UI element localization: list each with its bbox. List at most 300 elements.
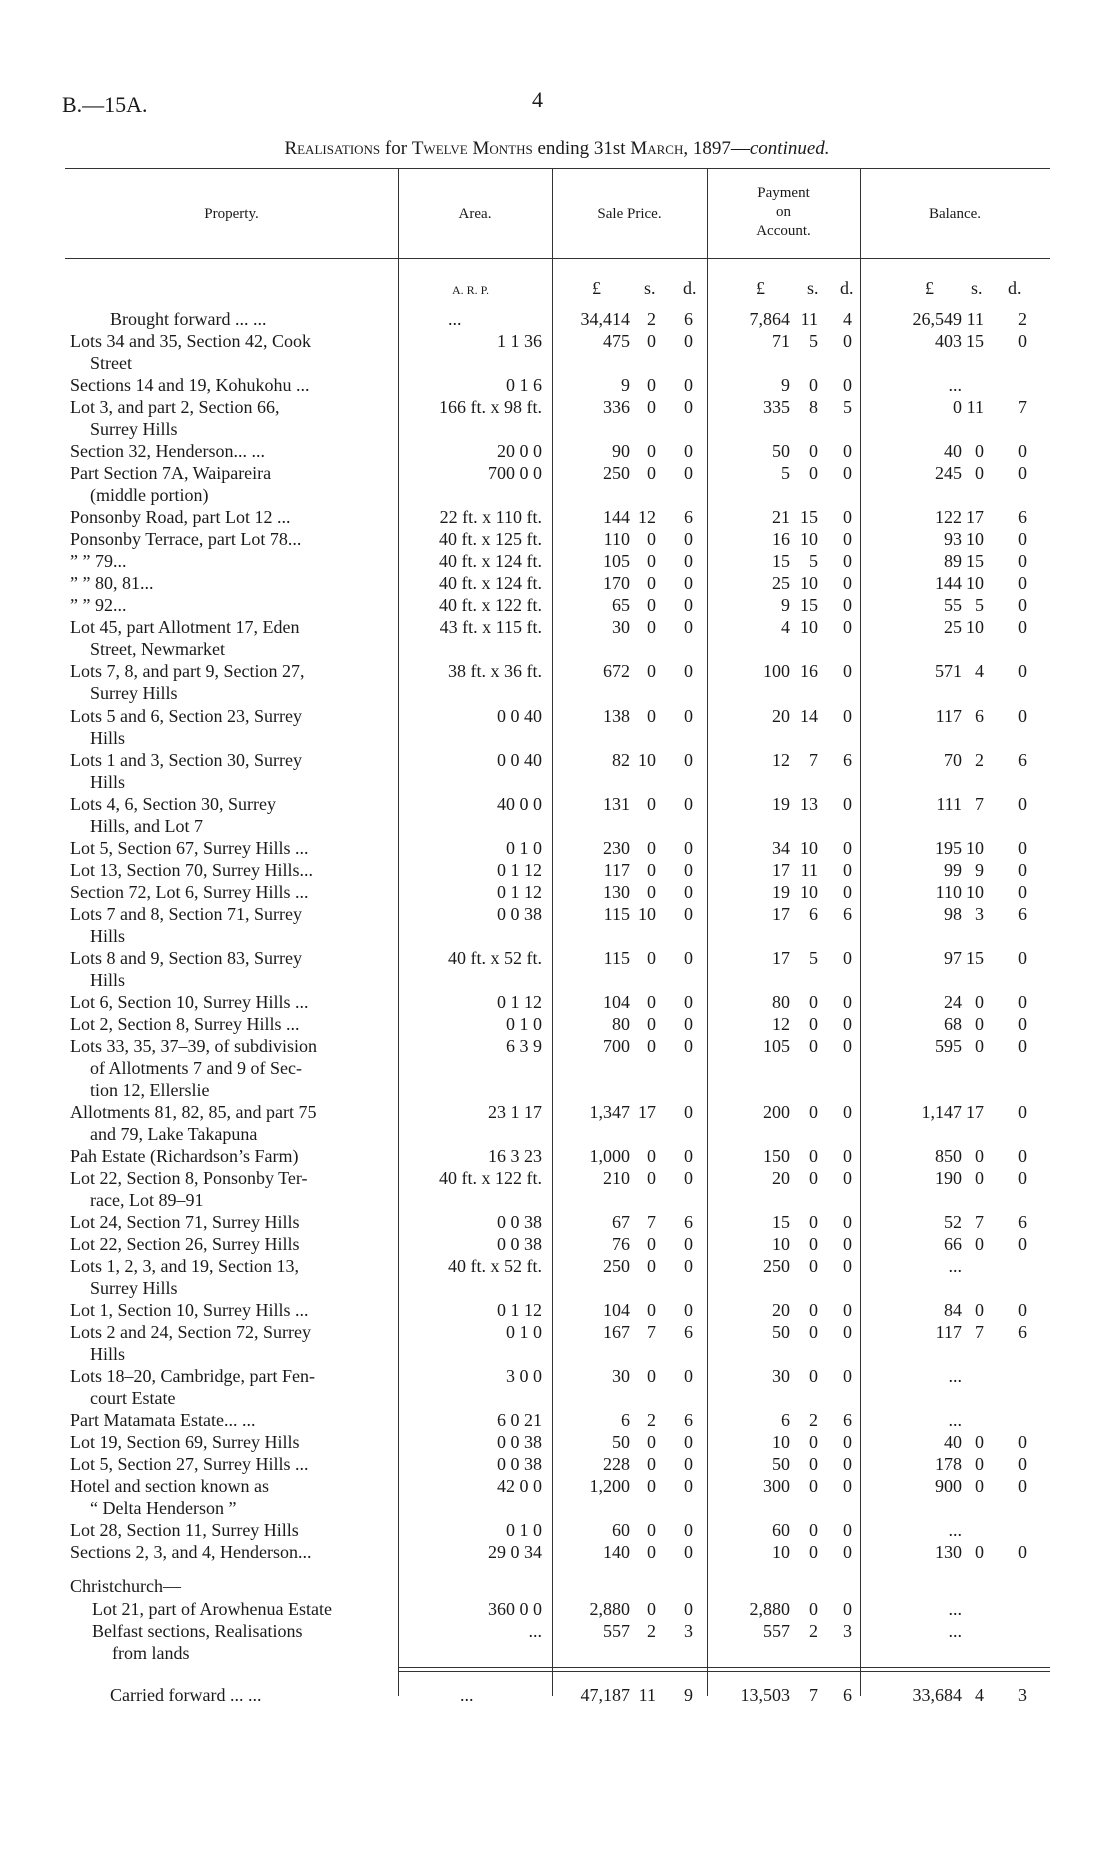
balance-pounds: ... [948,1410,962,1430]
payment-pence: 0 [843,595,852,615]
property-name-cont: and 79, Lake Takapuna [90,1124,258,1144]
balance-pence: 0 [1018,1168,1027,1188]
payment-shillings: 11 [800,309,818,329]
balance-pounds: 24 [944,992,962,1012]
payment-pounds: 150 [763,1146,790,1166]
area-value: 700 0 0 [488,463,542,483]
payment-pence: 0 [843,1599,852,1619]
sale-price-pounds: 50 [612,1432,630,1452]
payment-pounds: 50 [772,441,790,461]
payment-pence: 0 [843,1036,852,1056]
balance-shillings: 0 [975,1146,984,1166]
sale-price-pence: 0 [684,1300,693,1320]
area-value: 6 3 9 [506,1036,542,1056]
property-name: Ponsonby Terrace, part Lot 78... [70,529,302,549]
payment-pounds: 4 [781,617,790,637]
property-name-cont: Surrey Hills [90,419,178,439]
sale-price-pence: 0 [684,529,693,549]
payment-pence: 4 [843,309,852,329]
sale-price-pence: 0 [684,551,693,571]
balance-pounds: 178 [935,1454,962,1474]
payment-pence: 0 [843,529,852,549]
balance-pounds: 40 [944,1432,962,1452]
balance-pounds: 900 [935,1476,962,1496]
payment-shillings: 0 [809,1014,818,1034]
col-header-line: on [776,204,791,220]
payment-shillings: 5 [809,331,818,351]
balance-pence: 0 [1018,1036,1027,1056]
sale-price-shillings: 0 [647,551,656,571]
title-word: ending 31st [532,138,631,159]
payment-pounds: 6 [781,1410,790,1430]
payment-pence: 0 [843,1520,852,1540]
area-value: 40 ft. x 124 ft. [439,573,542,593]
sale-price-pounds: 104 [603,992,630,1012]
payment-pence: 6 [843,750,852,770]
pound-unit: £ [592,278,601,298]
area-value: 0 0 38 [497,1454,542,1474]
balance-shillings: 0 [975,441,984,461]
sale-price-pounds: 230 [603,838,630,858]
balance-shillings: 17 [966,1102,984,1122]
balance-shillings: 2 [975,750,984,770]
area-value: 40 ft. x 125 ft. [439,529,542,549]
property-name-cont: race, Lot 89–91 [90,1190,204,1210]
payment-shillings: 10 [800,529,818,549]
payment-shillings: 2 [809,1410,818,1430]
sale-price-pence: 0 [684,860,693,880]
property-name-cont: of Allotments 7 and 9 of Sec- [90,1058,302,1078]
payment-pence: 0 [843,507,852,527]
balance-shillings: 10 [966,882,984,902]
area-value: ... [460,1685,474,1705]
sale-price-pence: 0 [684,1520,693,1540]
payment-pence: 0 [843,1256,852,1276]
property-name: Lots 7, 8, and part 9, Section 27, [70,661,305,681]
pence-unit: d. [1008,278,1022,298]
balance-pence: 0 [1018,1454,1027,1474]
column-divider [552,168,553,1696]
payment-pence: 0 [843,1542,852,1562]
area-value: ... [528,1621,542,1641]
payment-pence: 0 [843,1432,852,1452]
balance-shillings: 4 [975,1685,984,1705]
balance-pounds: ... [948,1599,962,1619]
sale-price-pounds: 131 [603,794,630,814]
payment-pounds: 9 [781,375,790,395]
area-value: ... [448,309,462,329]
sale-price-pounds: 138 [603,706,630,726]
balance-shillings: 10 [966,838,984,858]
balance-pence: 0 [1018,794,1027,814]
payment-shillings: 10 [800,617,818,637]
column-divider [860,168,861,1696]
balance-pence: 0 [1018,661,1027,681]
property-name-cont: Surrey Hills [90,1278,178,1298]
payment-pence: 0 [843,1322,852,1342]
payment-pounds: 20 [772,1300,790,1320]
balance-shillings: 3 [975,904,984,924]
property-name: ” ” 80, 81... [70,573,154,593]
balance-pounds: 93 [944,529,962,549]
payment-shillings: 11 [800,860,818,880]
area-value: 0 1 0 [506,1014,542,1034]
balance-pence: 0 [1018,1102,1027,1122]
sale-price-pounds: 30 [612,1366,630,1386]
payment-pounds: 200 [763,1102,790,1122]
payment-pounds: 250 [763,1256,790,1276]
payment-shillings: 0 [809,1542,818,1562]
sale-price-pounds: 47,187 [580,1685,630,1705]
balance-shillings: 6 [975,706,984,726]
sale-price-pounds: 65 [612,595,630,615]
balance-pence: 0 [1018,1014,1027,1034]
payment-pounds: 15 [772,1212,790,1232]
property-name-cont: (middle portion) [90,485,209,505]
balance-shillings: 11 [966,309,984,329]
balance-pence: 6 [1018,904,1027,924]
payment-shillings: 8 [809,397,818,417]
balance-pence: 2 [1018,309,1027,329]
sale-price-pounds: 76 [612,1234,630,1254]
col-header-balance: Balance. [928,206,982,222]
payment-pence: 0 [843,1234,852,1254]
payment-pounds: 50 [772,1322,790,1342]
balance-pence: 6 [1018,1212,1027,1232]
balance-pounds: 0 [953,397,962,417]
balance-pounds: ... [948,1366,962,1386]
property-name: Lots 7 and 8, Section 71, Surrey [70,904,302,924]
balance-shillings: 0 [975,1454,984,1474]
carried-rule [398,1671,1050,1672]
header-ref: B.—15A. [62,92,148,117]
title-word: Realisations [284,138,381,159]
balance-pounds: 850 [935,1146,962,1166]
balance-pence: 0 [1018,706,1027,726]
title-italic: continued. [749,138,830,159]
payment-pence: 6 [843,904,852,924]
sale-price-pounds: 6 [621,1410,630,1430]
property-name: Pah Estate (Richardson’s Farm) [70,1146,299,1166]
payment-pence: 0 [843,441,852,461]
sale-price-shillings: 0 [647,1599,656,1619]
property-name: Lot 24, Section 71, Surrey Hills [70,1212,300,1232]
sale-price-shillings: 0 [647,463,656,483]
property-name-cont: “ Delta Henderson ” [90,1498,237,1518]
balance-pence: 0 [1018,331,1027,351]
balance-pounds: 98 [944,904,962,924]
balance-shillings: 0 [975,1432,984,1452]
area-value: 23 1 17 [488,1102,542,1122]
area-value: 0 1 12 [497,992,542,1012]
balance-shillings: 0 [975,463,984,483]
area-value: 0 1 0 [506,838,542,858]
payment-shillings: 16 [800,661,818,681]
property-name: Lot 22, Section 26, Surrey Hills [70,1234,300,1254]
title-word: , 1897— [683,138,750,159]
balance-shillings: 15 [966,331,984,351]
payment-pounds: 17 [772,904,790,924]
page-number: 4 [532,87,543,112]
balance-pounds: 33,684 [912,1685,962,1705]
property-name: Lots 33, 35, 37–39, of subdivision [70,1036,318,1056]
balance-pounds: ... [948,375,962,395]
property-name: Lots 8 and 9, Section 83, Surrey [70,948,302,968]
sale-price-pence: 0 [684,1014,693,1034]
sale-price-shillings: 0 [647,1146,656,1166]
balance-shillings: 11 [966,397,984,417]
property-name: Lot 6, Section 10, Surrey Hills ... [70,992,309,1012]
title-word: March [630,138,684,159]
sale-price-pence: 0 [684,750,693,770]
sale-price-pence: 0 [684,1168,693,1188]
sale-price-shillings: 7 [647,1322,656,1342]
sale-price-pence: 0 [684,441,693,461]
payment-shillings: 14 [800,706,818,726]
balance-shillings: 0 [975,1300,984,1320]
area-value: 29 0 34 [488,1542,542,1562]
payment-shillings: 0 [809,1520,818,1540]
area-value: 0 0 38 [497,1212,542,1232]
balance-pence: 0 [1018,617,1027,637]
area-value: 0 0 40 [497,750,542,770]
sale-price-shillings: 10 [638,750,656,770]
sale-price-shillings: 0 [647,860,656,880]
area-value: 6 0 21 [497,1410,542,1430]
payment-pounds: 7,864 [749,309,790,329]
area-value: 1 1 36 [497,331,542,351]
payment-pounds: 100 [763,661,790,681]
payment-pence: 0 [843,551,852,571]
payment-shillings: 0 [809,1432,818,1452]
sale-price-shillings: 0 [647,1256,656,1276]
balance-shillings: 0 [975,1168,984,1188]
area-value: 0 1 0 [506,1322,542,1342]
balance-shillings: 0 [975,1234,984,1254]
property-name: Lots 5 and 6, Section 23, Surrey [70,706,302,726]
payment-pounds: 30 [772,1366,790,1386]
property-name: Ponsonby Road, part Lot 12 ... [70,507,291,527]
area-value: 0 0 38 [497,904,542,924]
sale-price-shillings: 0 [647,1300,656,1320]
table-top-rule [65,168,1050,169]
col-header-area: Area. [458,206,492,222]
payment-pence: 6 [843,1685,852,1705]
sale-price-shillings: 2 [647,1410,656,1430]
payment-shillings: 0 [809,1036,818,1056]
payment-shillings: 5 [809,948,818,968]
property-name: Lots 1, 2, 3, and 19, Section 13, [70,1256,299,1276]
sale-price-pence: 0 [684,948,693,968]
sale-price-pence: 0 [684,463,693,483]
sale-price-pounds: 90 [612,441,630,461]
payment-pounds: 71 [772,331,790,351]
sale-price-shillings: 0 [647,1234,656,1254]
property-name-cont: Hills [90,926,126,946]
sale-price-pence: 0 [684,1454,693,1474]
col-header-property: Property. [204,206,259,222]
balance-pence: 0 [1018,1234,1027,1254]
payment-shillings: 0 [809,1256,818,1276]
shilling-unit: s. [807,278,819,298]
sale-price-pence: 0 [684,595,693,615]
payment-shillings: 2 [809,1621,818,1641]
col-header-sale-price: Sale Price. [597,206,662,222]
sale-price-pence: 0 [684,617,693,637]
property-name: Lot 3, and part 2, Section 66, [70,397,280,417]
column-divider [707,168,708,1696]
balance-pence: 0 [1018,1432,1027,1452]
balance-pence: 0 [1018,882,1027,902]
property-name: Belfast sections, Realisations [92,1621,303,1641]
payment-pounds: 5 [781,463,790,483]
area-value: 0 1 12 [497,860,542,880]
area-value: 40 ft. x 124 ft. [439,551,542,571]
balance-pence: 6 [1018,1322,1027,1342]
balance-pounds: 571 [935,661,962,681]
pence-unit: d. [840,278,854,298]
balance-shillings: 10 [966,529,984,549]
sale-price-pounds: 170 [603,573,630,593]
shilling-unit: s. [644,278,656,298]
sale-price-pounds: 144 [603,507,630,527]
balance-shillings: 15 [966,948,984,968]
payment-pounds: 80 [772,992,790,1012]
pence-unit: d. [683,278,697,298]
balance-pounds: 111 [936,794,962,814]
balance-shillings: 0 [975,1476,984,1496]
area-value: 16 3 23 [488,1146,542,1166]
sale-price-shillings: 0 [647,1366,656,1386]
payment-pounds: 60 [772,1520,790,1540]
property-name: ” ” 79... [70,551,127,571]
christchurch-heading: Christchurch— [70,1576,181,1596]
payment-pence: 0 [843,706,852,726]
property-name: Lot 5, Section 27, Surrey Hills ... [70,1454,309,1474]
sale-price-pence: 0 [684,375,693,395]
payment-pounds: 12 [772,750,790,770]
payment-shillings: 0 [809,1476,818,1496]
area-value: 166 ft. x 98 ft. [439,397,542,417]
payment-pence: 0 [843,661,852,681]
payment-shillings: 7 [809,750,818,770]
sale-price-shillings: 0 [647,375,656,395]
sale-price-pence: 0 [684,706,693,726]
payment-pounds: 557 [763,1621,790,1641]
page-title [0,138,1114,160]
payment-pence: 0 [843,794,852,814]
col-header-payment [707,184,860,241]
sale-price-shillings: 0 [647,1168,656,1188]
balance-shillings: 5 [975,595,984,615]
payment-shillings: 0 [809,1212,818,1232]
payment-pounds: 21 [772,507,790,527]
sale-price-pence: 0 [684,1256,693,1276]
property-name: Lots 34 and 35, Section 42, Cook [70,331,311,351]
payment-pence: 5 [843,397,852,417]
property-name-cont: Hills [90,728,126,748]
balance-pence: 6 [1018,750,1027,770]
sale-price-pounds: 60 [612,1520,630,1540]
title-word: Twelve Months [411,138,533,159]
property-name: Lot 28, Section 11, Surrey Hills [70,1520,299,1540]
sale-price-pounds: 105 [603,551,630,571]
payment-shillings: 0 [809,1102,818,1122]
balance-pounds: ... [948,1256,962,1276]
balance-pounds: 595 [935,1036,962,1056]
property-name: Lot 19, Section 69, Surrey Hills [70,1432,300,1452]
carried-rule [398,1667,1050,1668]
area-value: 40 ft. x 122 ft. [439,1168,542,1188]
balance-shillings: 7 [975,1322,984,1342]
payment-pounds: 19 [772,794,790,814]
payment-pounds: 10 [772,1234,790,1254]
sale-price-pence: 0 [684,573,693,593]
payment-pence: 0 [843,1168,852,1188]
sale-price-pence: 0 [684,397,693,417]
property-name: Lot 22, Section 8, Ponsonby Ter- [70,1168,308,1188]
payment-pence: 0 [843,617,852,637]
area-value: 0 0 38 [497,1234,542,1254]
payment-shillings: 6 [809,904,818,924]
sale-price-pence: 6 [684,507,693,527]
area-value: 0 1 6 [506,375,542,395]
property-name-cont: Hills [90,970,126,990]
sale-price-pounds: 1,200 [589,1476,630,1496]
sale-price-pounds: 167 [603,1322,630,1342]
payment-pounds: 17 [772,948,790,968]
sale-price-shillings: 0 [647,1542,656,1562]
shilling-unit: s. [971,278,983,298]
payment-shillings: 0 [809,1234,818,1254]
property-name: Sections 2, 3, and 4, Henderson... [70,1542,312,1562]
property-name: Lots 18–20, Cambridge, part Fen- [70,1366,315,1386]
payment-shillings: 0 [809,1146,818,1166]
balance-pounds: 84 [944,1300,962,1320]
balance-pounds: 26,549 [912,309,962,329]
col-header-line: Payment [757,185,810,201]
property-name: Hotel and section known as [70,1476,269,1496]
payment-pence: 0 [843,463,852,483]
payment-pence: 0 [843,838,852,858]
area-value: 0 1 0 [506,1520,542,1540]
area-value: 0 0 40 [497,706,542,726]
sale-price-shillings: 0 [647,573,656,593]
balance-shillings: 17 [966,507,984,527]
property-name-cont: Hills [90,772,126,792]
sale-price-pounds: 82 [612,750,630,770]
balance-pence: 0 [1018,1300,1027,1320]
sale-price-pounds: 557 [603,1621,630,1641]
balance-pounds: 245 [935,463,962,483]
payment-shillings: 13 [800,794,818,814]
sale-price-pence: 0 [684,331,693,351]
sale-price-pounds: 30 [612,617,630,637]
balance-pence: 0 [1018,441,1027,461]
balance-shillings: 0 [975,1542,984,1562]
balance-pence: 0 [1018,463,1027,483]
sale-price-pounds: 9 [621,375,630,395]
payment-pounds: 9 [781,595,790,615]
property-name-cont: from lands [112,1643,190,1663]
payment-pence: 0 [843,1212,852,1232]
payment-shillings: 0 [809,1168,818,1188]
balance-pounds: 190 [935,1168,962,1188]
sale-price-pence: 0 [684,904,693,924]
balance-pence: 0 [1018,992,1027,1012]
property-name-cont: Hills [90,1344,126,1364]
payment-pounds: 17 [772,860,790,880]
